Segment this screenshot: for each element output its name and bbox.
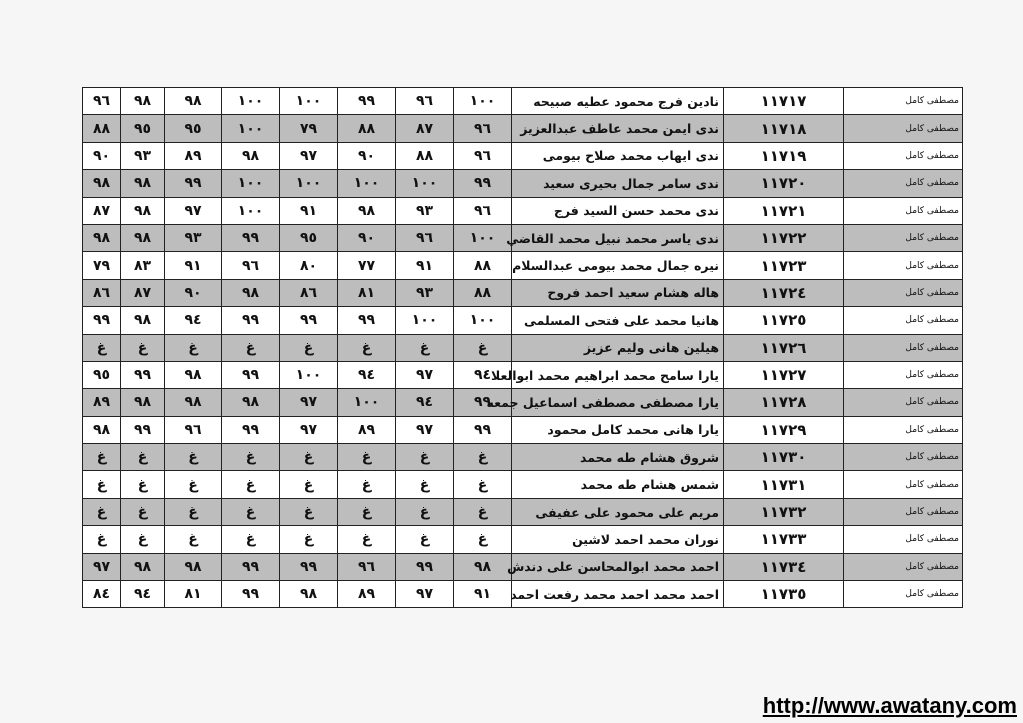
grade-cell: ٩١: [165, 252, 222, 279]
grade-cell: ٩٩: [338, 88, 396, 115]
grade-cell: ٨٨: [83, 115, 121, 142]
grade-cell: ٩٦: [454, 197, 512, 224]
grade-cell: ٩٨: [165, 88, 222, 115]
grade-cell: ٨٦: [280, 279, 338, 306]
grade-cell: ١٠٠: [280, 170, 338, 197]
student-name-cell: يارا مصطفى مصطفى اسماعيل جمعه: [512, 389, 724, 416]
grade-cell: ٩٤: [454, 361, 512, 388]
student-name-cell: يارا هانى محمد كامل محمود: [512, 416, 724, 443]
grade-cell: ٩٩: [454, 416, 512, 443]
grade-cell: ٩٦: [338, 553, 396, 580]
grade-cell: ٩٠: [338, 142, 396, 169]
grade-cell: غ: [222, 498, 280, 525]
table-row: [83, 279, 963, 306]
school-name-cell: مصطفى كامل: [844, 498, 963, 525]
grade-cell: ١٠٠: [396, 307, 454, 334]
grade-cell: غ: [165, 526, 222, 553]
grade-cell: ٩٩: [396, 553, 454, 580]
grade-cell: ١٠٠: [396, 170, 454, 197]
grade-cell: ٩٨: [165, 553, 222, 580]
seat-number-cell: ١١٧٣٣: [724, 526, 844, 553]
grade-cell: غ: [280, 526, 338, 553]
grade-cell: غ: [165, 334, 222, 361]
grade-cell: ٩٧: [280, 142, 338, 169]
grade-cell: غ: [222, 444, 280, 471]
grade-cell: غ: [338, 334, 396, 361]
school-name-cell: مصطفى كامل: [844, 115, 963, 142]
seat-number-cell: ١١٧١٨: [724, 115, 844, 142]
grade-cell: ٩٥: [83, 361, 121, 388]
grade-cell: ١٠٠: [222, 197, 280, 224]
grades-table: [82, 87, 963, 608]
grade-cell: ٩٩: [121, 361, 165, 388]
grade-cell: غ: [83, 471, 121, 498]
grade-cell: غ: [280, 498, 338, 525]
table-row: [83, 115, 963, 142]
school-name-cell: مصطفى كامل: [844, 416, 963, 443]
student-name-cell: هانيا محمد على فتحى المسلمى: [512, 307, 724, 334]
grade-cell: ٩٨: [222, 142, 280, 169]
grade-cell: غ: [280, 471, 338, 498]
grade-cell: ٩٤: [121, 581, 165, 608]
grade-cell: غ: [83, 334, 121, 361]
grade-cell: ٨٦: [83, 279, 121, 306]
school-name-cell: مصطفى كامل: [844, 334, 963, 361]
grade-cell: ٨٠: [280, 252, 338, 279]
grade-cell: ٩٨: [83, 416, 121, 443]
grade-cell: غ: [338, 498, 396, 525]
student-name-cell: احمد محمد احمد محمد رفعت احمد: [512, 581, 724, 608]
grade-cell: ٩٦: [454, 115, 512, 142]
grade-cell: ٩٦: [396, 224, 454, 251]
school-name-cell: مصطفى كامل: [844, 252, 963, 279]
seat-number-cell: ١١٧٢٧: [724, 361, 844, 388]
grade-cell: ٩٨: [121, 224, 165, 251]
grade-cell: غ: [396, 334, 454, 361]
grade-cell: ٨٩: [338, 581, 396, 608]
grade-cell: غ: [338, 526, 396, 553]
school-name-cell: مصطفى كامل: [844, 224, 963, 251]
school-name-cell: مصطفى كامل: [844, 471, 963, 498]
table-row: [83, 389, 963, 416]
grade-cell: ٩٨: [338, 197, 396, 224]
grade-cell: ٩٣: [396, 279, 454, 306]
grade-cell: ٩٩: [280, 553, 338, 580]
grade-cell: ٩٠: [83, 142, 121, 169]
grade-cell: ٩٧: [396, 361, 454, 388]
grade-cell: ٨٣: [121, 252, 165, 279]
student-name-cell: ندى ياسر محمد نبيل محمد القاضي: [512, 224, 724, 251]
table-row: [83, 526, 963, 553]
student-name-cell: هيلين هانى وليم عزيز: [512, 334, 724, 361]
grade-cell: ٨٤: [83, 581, 121, 608]
grade-cell: ٩٤: [338, 361, 396, 388]
grade-cell: ٩٩: [222, 581, 280, 608]
school-name-cell: مصطفى كامل: [844, 361, 963, 388]
grade-cell: ٨٩: [165, 142, 222, 169]
grade-cell: ٩٥: [165, 115, 222, 142]
seat-number-cell: ١١٧٢١: [724, 197, 844, 224]
grade-cell: ٩٧: [165, 197, 222, 224]
grade-cell: ٩٤: [396, 389, 454, 416]
grade-cell: غ: [121, 526, 165, 553]
table-row: [83, 307, 963, 334]
grade-cell: غ: [454, 334, 512, 361]
grade-cell: ٩٨: [222, 279, 280, 306]
table-row: [83, 334, 963, 361]
grade-cell: ٩٠: [338, 224, 396, 251]
table-row: [83, 444, 963, 471]
grade-cell: ٨٧: [121, 279, 165, 306]
school-name-cell: مصطفى كامل: [844, 142, 963, 169]
grade-cell: غ: [396, 526, 454, 553]
grade-cell: ١٠٠: [338, 170, 396, 197]
table-row: [83, 197, 963, 224]
grade-cell: ١٠٠: [222, 88, 280, 115]
grade-cell: ٩٨: [165, 361, 222, 388]
seat-number-cell: ١١٧٢٥: [724, 307, 844, 334]
grade-cell: ٩٦: [454, 142, 512, 169]
grade-cell: غ: [338, 444, 396, 471]
student-name-cell: يارا سامح محمد ابراهيم محمد ابوالعلا: [512, 361, 724, 388]
seat-number-cell: ١١٧٢٠: [724, 170, 844, 197]
grade-cell: غ: [121, 498, 165, 525]
grade-cell: غ: [454, 526, 512, 553]
grade-cell: ٩٦: [83, 88, 121, 115]
grade-cell: ٩٧: [280, 389, 338, 416]
grade-cell: ٩٧: [396, 416, 454, 443]
grade-cell: غ: [121, 471, 165, 498]
grade-cell: ١٠٠: [222, 170, 280, 197]
grade-cell: ٩٧: [280, 416, 338, 443]
grade-cell: غ: [222, 526, 280, 553]
grade-cell: ١٠٠: [454, 307, 512, 334]
grade-cell: ٧٩: [280, 115, 338, 142]
grade-cell: ٩٧: [396, 581, 454, 608]
seat-number-cell: ١١٧٢٦: [724, 334, 844, 361]
table-row: [83, 471, 963, 498]
seat-number-cell: ١١٧٢٩: [724, 416, 844, 443]
grade-cell: ٩٩: [222, 361, 280, 388]
school-name-cell: مصطفى كامل: [844, 444, 963, 471]
grade-cell: ٩٨: [121, 553, 165, 580]
grade-cell: ٨٩: [83, 389, 121, 416]
grade-cell: غ: [454, 471, 512, 498]
school-name-cell: مصطفى كامل: [844, 279, 963, 306]
student-name-cell: ندى سامر جمال بحيرى سعيد: [512, 170, 724, 197]
grade-cell: ٩٩: [280, 307, 338, 334]
seat-number-cell: ١١٧٢٣: [724, 252, 844, 279]
grade-cell: ١٠٠: [454, 224, 512, 251]
grade-cell: ٨٧: [396, 115, 454, 142]
table-row: [83, 416, 963, 443]
student-name-cell: مريم على محمود على عفيفى: [512, 498, 724, 525]
seat-number-cell: ١١٧٣٥: [724, 581, 844, 608]
grade-cell: ٩٩: [83, 307, 121, 334]
seat-number-cell: ١١٧٣٢: [724, 498, 844, 525]
grade-cell: غ: [454, 498, 512, 525]
grade-cell: ٩٥: [280, 224, 338, 251]
grade-cell: ٩٨: [121, 88, 165, 115]
grade-cell: ١٠٠: [454, 88, 512, 115]
grade-cell: ٩٨: [280, 581, 338, 608]
table-row: [83, 581, 963, 608]
school-name-cell: مصطفى كامل: [844, 553, 963, 580]
grade-cell: ٩٦: [222, 252, 280, 279]
seat-number-cell: ١١٧٣١: [724, 471, 844, 498]
table-row: [83, 252, 963, 279]
grade-cell: غ: [121, 444, 165, 471]
grade-cell: غ: [454, 444, 512, 471]
student-name-cell: احمد محمد ابوالمحاسن على دندش: [512, 553, 724, 580]
grade-cell: ٩٥: [121, 115, 165, 142]
grade-cell: ٩٣: [165, 224, 222, 251]
grade-cell: ٩٨: [454, 553, 512, 580]
grade-cell: ٩٩: [222, 224, 280, 251]
seat-number-cell: ١١٧١٧: [724, 88, 844, 115]
grade-cell: غ: [396, 471, 454, 498]
grade-cell: غ: [338, 471, 396, 498]
school-name-cell: مصطفى كامل: [844, 526, 963, 553]
grade-cell: ٩٨: [222, 389, 280, 416]
grade-cell: غ: [165, 444, 222, 471]
grade-cell: ٨٨: [454, 279, 512, 306]
grade-cell: ٨٨: [338, 115, 396, 142]
grade-cell: غ: [165, 471, 222, 498]
grade-cell: ٩٩: [454, 389, 512, 416]
grade-cell: ١٠٠: [338, 389, 396, 416]
grade-cell: ٩٨: [121, 389, 165, 416]
grade-cell: ٩٩: [454, 170, 512, 197]
grade-cell: ٩٩: [121, 416, 165, 443]
seat-number-cell: ١١٧٢٨: [724, 389, 844, 416]
school-name-cell: مصطفى كامل: [844, 170, 963, 197]
grade-cell: غ: [222, 334, 280, 361]
student-name-cell: ندى محمد حسن السيد فرج: [512, 197, 724, 224]
grade-cell: ٩٦: [396, 88, 454, 115]
grade-cell: غ: [396, 444, 454, 471]
grade-cell: ٩٤: [165, 307, 222, 334]
student-name-cell: هاله هشام سعيد احمد فروح: [512, 279, 724, 306]
school-name-cell: مصطفى كامل: [844, 88, 963, 115]
table-row: [83, 224, 963, 251]
seat-number-cell: ١١٧٢٢: [724, 224, 844, 251]
grade-cell: ٨٨: [454, 252, 512, 279]
grade-cell: غ: [280, 444, 338, 471]
table-row: [83, 142, 963, 169]
grade-cell: ٩٩: [222, 416, 280, 443]
student-name-cell: ندى ايمن محمد عاطف عبدالعزيز: [512, 115, 724, 142]
grade-cell: ٩١: [280, 197, 338, 224]
student-name-cell: نوران محمد احمد لاشين: [512, 526, 724, 553]
student-name-cell: نادين فرج محمود عطيه صبيحه: [512, 88, 724, 115]
grade-cell: ٨١: [338, 279, 396, 306]
student-name-cell: شروق هشام طه محمد: [512, 444, 724, 471]
student-name-cell: ندى ايهاب محمد صلاح بيومى: [512, 142, 724, 169]
grade-cell: ٧٩: [83, 252, 121, 279]
school-name-cell: مصطفى كامل: [844, 389, 963, 416]
grade-cell: ٨٨: [396, 142, 454, 169]
grade-cell: ١٠٠: [222, 115, 280, 142]
grade-cell: ٩٨: [165, 389, 222, 416]
table-row: [83, 498, 963, 525]
grade-cell: ٩٨: [83, 224, 121, 251]
grade-cell: غ: [222, 471, 280, 498]
grade-cell: غ: [83, 498, 121, 525]
student-name-cell: نيره جمال محمد بيومى عبدالسلام: [512, 252, 724, 279]
grade-cell: ٨١: [165, 581, 222, 608]
grade-cell: غ: [280, 334, 338, 361]
seat-number-cell: ١١٧٢٤: [724, 279, 844, 306]
table-row: [83, 553, 963, 580]
grade-cell: غ: [121, 334, 165, 361]
grade-cell: ٩٧: [83, 553, 121, 580]
grade-cell: غ: [396, 498, 454, 525]
grade-cell: ٩٨: [121, 197, 165, 224]
grade-cell: ٩٣: [121, 142, 165, 169]
grade-cell: ٩٩: [222, 553, 280, 580]
student-name-cell: شمس هشام طه محمد: [512, 471, 724, 498]
grade-cell: ٨٩: [338, 416, 396, 443]
grade-cell: ٩١: [396, 252, 454, 279]
grade-cell: ٩٩: [222, 307, 280, 334]
table-row: [83, 88, 963, 115]
table-row: [83, 170, 963, 197]
school-name-cell: مصطفى كامل: [844, 197, 963, 224]
school-name-cell: مصطفى كامل: [844, 307, 963, 334]
grades-table-body: [83, 88, 963, 608]
grade-cell: غ: [165, 498, 222, 525]
website-link[interactable]: http://www.awatany.com: [762, 693, 1017, 718]
grade-cell: غ: [83, 526, 121, 553]
seat-number-cell: ١١٧٣٤: [724, 553, 844, 580]
grade-cell: ٩١: [454, 581, 512, 608]
grade-cell: ٩٦: [165, 416, 222, 443]
grade-cell: ٩٨: [121, 307, 165, 334]
grade-cell: ٧٧: [338, 252, 396, 279]
table-row: [83, 361, 963, 388]
grade-cell: غ: [83, 444, 121, 471]
grade-cell: ٩٨: [83, 170, 121, 197]
grade-cell: ١٠٠: [280, 88, 338, 115]
grade-cell: ١٠٠: [280, 361, 338, 388]
grade-cell: ٩٣: [396, 197, 454, 224]
seat-number-cell: ١١٧٣٠: [724, 444, 844, 471]
grade-cell: ٩٩: [165, 170, 222, 197]
grade-cell: ٨٧: [83, 197, 121, 224]
grade-cell: ٩٠: [165, 279, 222, 306]
school-name-cell: مصطفى كامل: [844, 581, 963, 608]
seat-number-cell: ١١٧١٩: [724, 142, 844, 169]
grade-cell: ٩٩: [338, 307, 396, 334]
grade-cell: ٩٨: [121, 170, 165, 197]
